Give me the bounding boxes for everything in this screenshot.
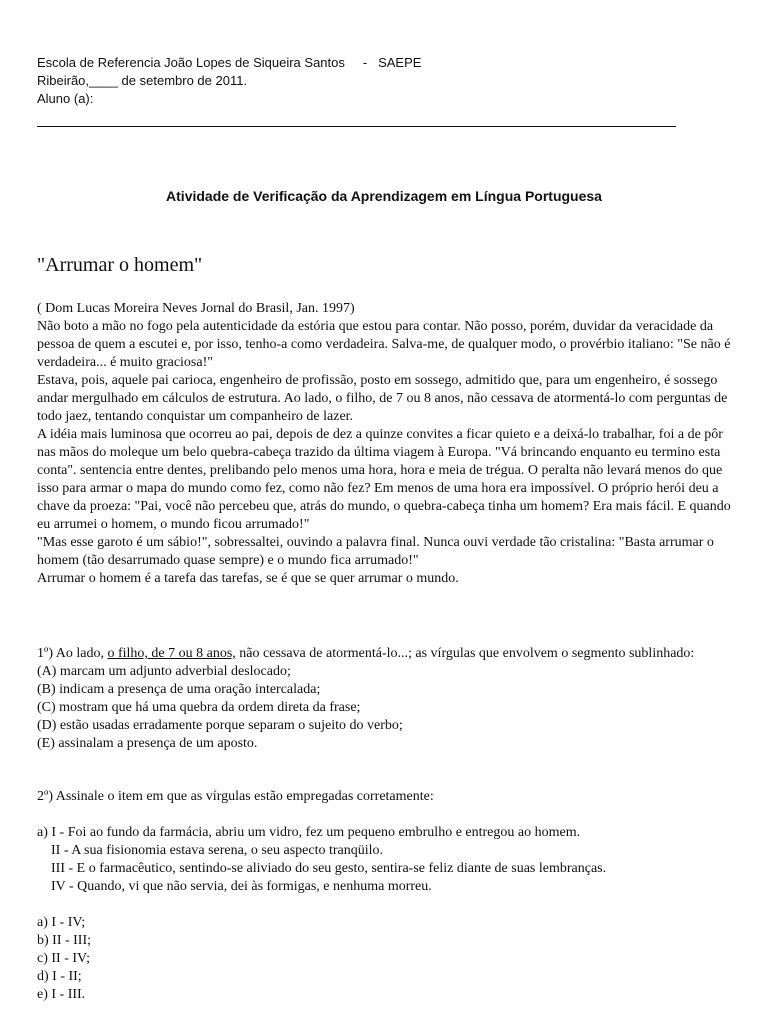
option-b: b) II - III; [37,933,92,948]
underlined-segment: o filho, de 7 ou 8 anos, [107,646,236,661]
stem-text: Ao lado, [53,646,108,661]
option-c: c) II - IV; [37,951,90,966]
question-2-options [37,914,737,1004]
option-e: (E) assinalam a presença de um aposto. [37,736,258,751]
option-d: d) I - II; [37,969,82,984]
option-a: (A) marcam um adjunto adverbial deslocado; [37,664,291,679]
option-d: (D) estão usadas erradamente porque separam o sujeito do verbo; [37,718,403,733]
activity-title: Atividade de Verificação da Aprendizagem em Língua Portuguesa [166,188,602,204]
option-b: (B) indicam a presença de uma oração intercalada; [37,682,321,697]
question-1 [37,645,737,753]
question-1-stem [37,645,737,663]
item-ii: II - A sua fisionomia estava serena, o seu aspecto tranqüilo. [51,843,384,858]
item-i: a) I - Foi ao fundo da farmácia, abriu um vidro, fez um pequeno embrulho e entregou ao homem. [37,825,581,840]
question-2-stem: 2º) Assinale o item em que as vírgulas estão empregadas corretamente: [37,789,434,804]
document-header [37,54,421,108]
date-line: Ribeirão,____ de setembro de 2011. [37,73,248,88]
student-name-line [37,126,676,127]
story-paragraph: Arrumar o homem é a tarefa das tarefas, se é que se quer arrumar o mundo. [37,571,459,586]
question-2 [37,788,737,1004]
story-title: "Arrumar o homem" [37,254,203,276]
story-text [37,300,737,588]
student-label: Aluno (a): [37,91,94,106]
story-paragraph: Não boto a mão no fogo pela autenticidade da estória que estou para contar. Não posso, porém, duvidar da veracidade da pessoa de quem a escutei e, por isso, tenho-a como verdadeira. Salva-me, de qualquer modo, o provérbio italiano: "Se não é verdadeira... é muito graciosa!" [37,319,731,370]
option-c: (C) mostram que há uma quebra da ordem direta da frase; [37,700,361,715]
story-paragraph: A idéia mais luminosa que ocorreu ao pai, depois de dez a quinze convites a ficar quieto e a deixá-lo trabalhar, foi a de pôr nas mãos do moleque um belo quebra-cabeça trazido da última viagem à Europa. "Vá brincando enquanto eu termino esta conta". sentencia entre dentes, prelibando pelo menos uma hora, hora e meia de trégua. O peralta não levará menos do que isso para armar o mapa do mundo como fez, como não fez? Em menos de uma hora era impossível. O próprio herói deu a chave da proeza: "Pai, você não percebeu que, atrás do mundo, o quebra-cabeça tinha um homem? Era mais fácil. E quando eu arrumei o homem, o mundo ficou arrumado!" [37,427,731,532]
story-source: ( Dom Lucas Moreira Neves Jornal do Brasil, Jan. 1997) [37,301,355,316]
item-iv: IV - Quando, vi que não servia, dei às formigas, e nenhuma morreu. [51,879,432,894]
question-number: 1º) [37,646,54,661]
question-2-items [37,824,737,896]
option-a: a) I - IV; [37,915,86,930]
story-paragraph: "Mas esse garoto é um sábio!", sobressaltei, ouvindo a palavra final. Nunca ouvi verdade tão cristalina: "Basta arrumar o homem (tão desarrumado quase sempre) e o mundo fica arrumado!" [37,535,714,568]
story-paragraph: Estava, pois, aquele pai carioca, engenheiro de profissão, posto em sossego, admitido que, para um engenheiro, é sossego andar mergulhado em cálculos de estrutura. Ao lado, o filho, de 7 ou 8 anos, não cessava de atormentá-lo com perguntas de todo jaez, tentando conquistar um companheiro de lazer. [37,373,728,424]
stem-text: não cessava de atormentá-lo...; as vírgulas que envolvem o segmento sublinhado: [235,646,695,661]
item-iii: III - E o farmacêutico, sentindo-se aliviado do seu gesto, sentira-se feliz diante de suas lembranças. [51,861,607,876]
school-name: Escola de Referencia João Lopes de Siqueira Santos - SAEPE [37,55,422,70]
option-e: e) I - III. [37,987,86,1002]
